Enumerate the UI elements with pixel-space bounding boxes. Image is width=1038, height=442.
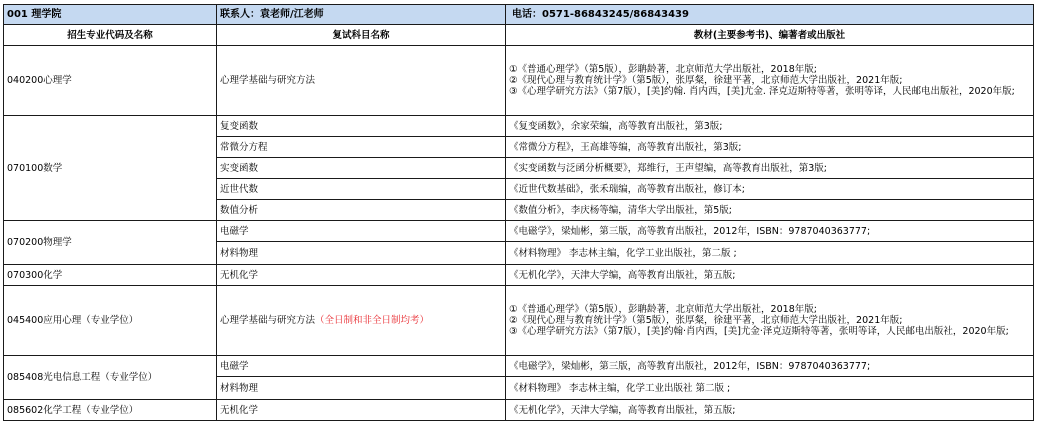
table-row [4, 116, 1034, 137]
table-row [4, 265, 1034, 286]
major-cell: 045400应用心理（专业学位） [4, 286, 217, 356]
major-cell: 040200心理学 [4, 46, 217, 116]
column-header-major: 招生专业代码及名称 [4, 25, 217, 46]
book-line: ②《现代心理与教育统计学》（第5版），张厚粲，徐建平著，北京师范大学出版社，2021年版; [509, 75, 903, 86]
books-cell: 《材料物理》 李志林主编，化学工业出版社 第二版 ; [506, 377, 1034, 400]
subject-cell: 数值分析 [217, 200, 506, 221]
subject-cell: 电磁学 [217, 356, 506, 377]
column-header-books: 教材(主要参考书)、编著者或出版社 [506, 25, 1034, 46]
books-cell: 《常微分方程》，王高雄等编，高等教育出版社，第3版; [506, 137, 1034, 158]
subject-cell: 电磁学 [217, 221, 506, 242]
school-name: 001 理学院 [4, 5, 217, 25]
book-line: ①《普通心理学》（第5版），彭聃龄著，北京师范大学出版社，2018年版; [509, 304, 817, 315]
exam-subjects-table [3, 4, 1034, 421]
books-cell: 《数值分析》，李庆杨等编，清华大学出版社，第5版; [506, 200, 1034, 221]
contact-info: 联系人：袁老师/江老师 [217, 5, 506, 25]
subject-cell: 材料物理 [217, 242, 506, 265]
books-cell: 《电磁学》，梁灿彬，第三版，高等教育出版社，2012年，ISBN：9787040363777; [506, 221, 1034, 242]
table-row [4, 221, 1034, 242]
books-cell: 《近世代数基础》，张禾瑞编，高等教育出版社，修订本; [506, 179, 1034, 200]
book-line: ③《心理学研究方法》（第7版），[美]约翰. 肖内西，[美]尤金. 泽克迈斯特等著，张明等译，人民邮电出版社，2020年版; [509, 86, 1015, 97]
table-row [4, 356, 1034, 377]
school-header-row [4, 5, 1034, 25]
subject-cell: 近世代数 [217, 179, 506, 200]
books-cell: 《复变函数》，余家荣编，高等教育出版社，第3版; [506, 116, 1034, 137]
major-cell: 085408光电信息工程（专业学位） [4, 356, 217, 400]
subject-cell: 实变函数 [217, 158, 506, 179]
subject-cell: 无机化学 [217, 265, 506, 286]
subject-cell: 常微分方程 [217, 137, 506, 158]
book-line: ②《现代心理与教育统计学》（第5版），张厚粲，徐建平著，北京师范大学出版社，2021年版; [509, 315, 903, 326]
column-header-row [4, 25, 1034, 46]
books-cell [506, 286, 1034, 356]
major-cell: 070200物理学 [4, 221, 217, 265]
table-row [4, 400, 1034, 421]
books-cell: 《无机化学》，天津大学编，高等教育出版社，第五版; [506, 400, 1034, 421]
subject-cell: 无机化学 [217, 400, 506, 421]
books-cell [506, 46, 1034, 116]
book-line: ③《心理学研究方法》（第7版），[美]约翰·肖内西，[美]尤金·泽克迈斯特等著，张明等译，人民邮电出版社，2020年版; [509, 326, 1009, 337]
major-cell: 070300化学 [4, 265, 217, 286]
subject-cell: 心理学基础与研究方法 [217, 46, 506, 116]
phone-info: 电话：0571-86843245/86843439 [506, 5, 1034, 25]
books-cell: 《电磁学》，梁灿彬，第三版，高等教育出版社，2012年，ISBN：9787040363777; [506, 356, 1034, 377]
books-cell: 《无机化学》，天津大学编，高等教育出版社，第五版; [506, 265, 1034, 286]
major-cell: 085602化学工程（专业学位） [4, 400, 217, 421]
table-row [4, 46, 1034, 116]
books-cell: 《实变函数与泛函分析概要》，郑维行，王声望编，高等教育出版社，第3版; [506, 158, 1034, 179]
books-cell: 《材料物理》 李志林主编，化学工业出版社，第二版 ; [506, 242, 1034, 265]
table-row [4, 286, 1034, 356]
subject-cell: 复变函数 [217, 116, 506, 137]
book-line: ①《普通心理学》（第5版），彭聃龄著，北京师范大学出版社，2018年版; [509, 64, 817, 75]
column-header-subject: 复试科目名称 [217, 25, 506, 46]
subject-cell: 材料物理 [217, 377, 506, 400]
major-cell: 070100数学 [4, 116, 217, 221]
subject-cell [217, 286, 506, 356]
subject-name: 心理学基础与研究方法 [220, 315, 316, 326]
exam-scope-note: （全日制和非全日制均考） [315, 315, 430, 326]
